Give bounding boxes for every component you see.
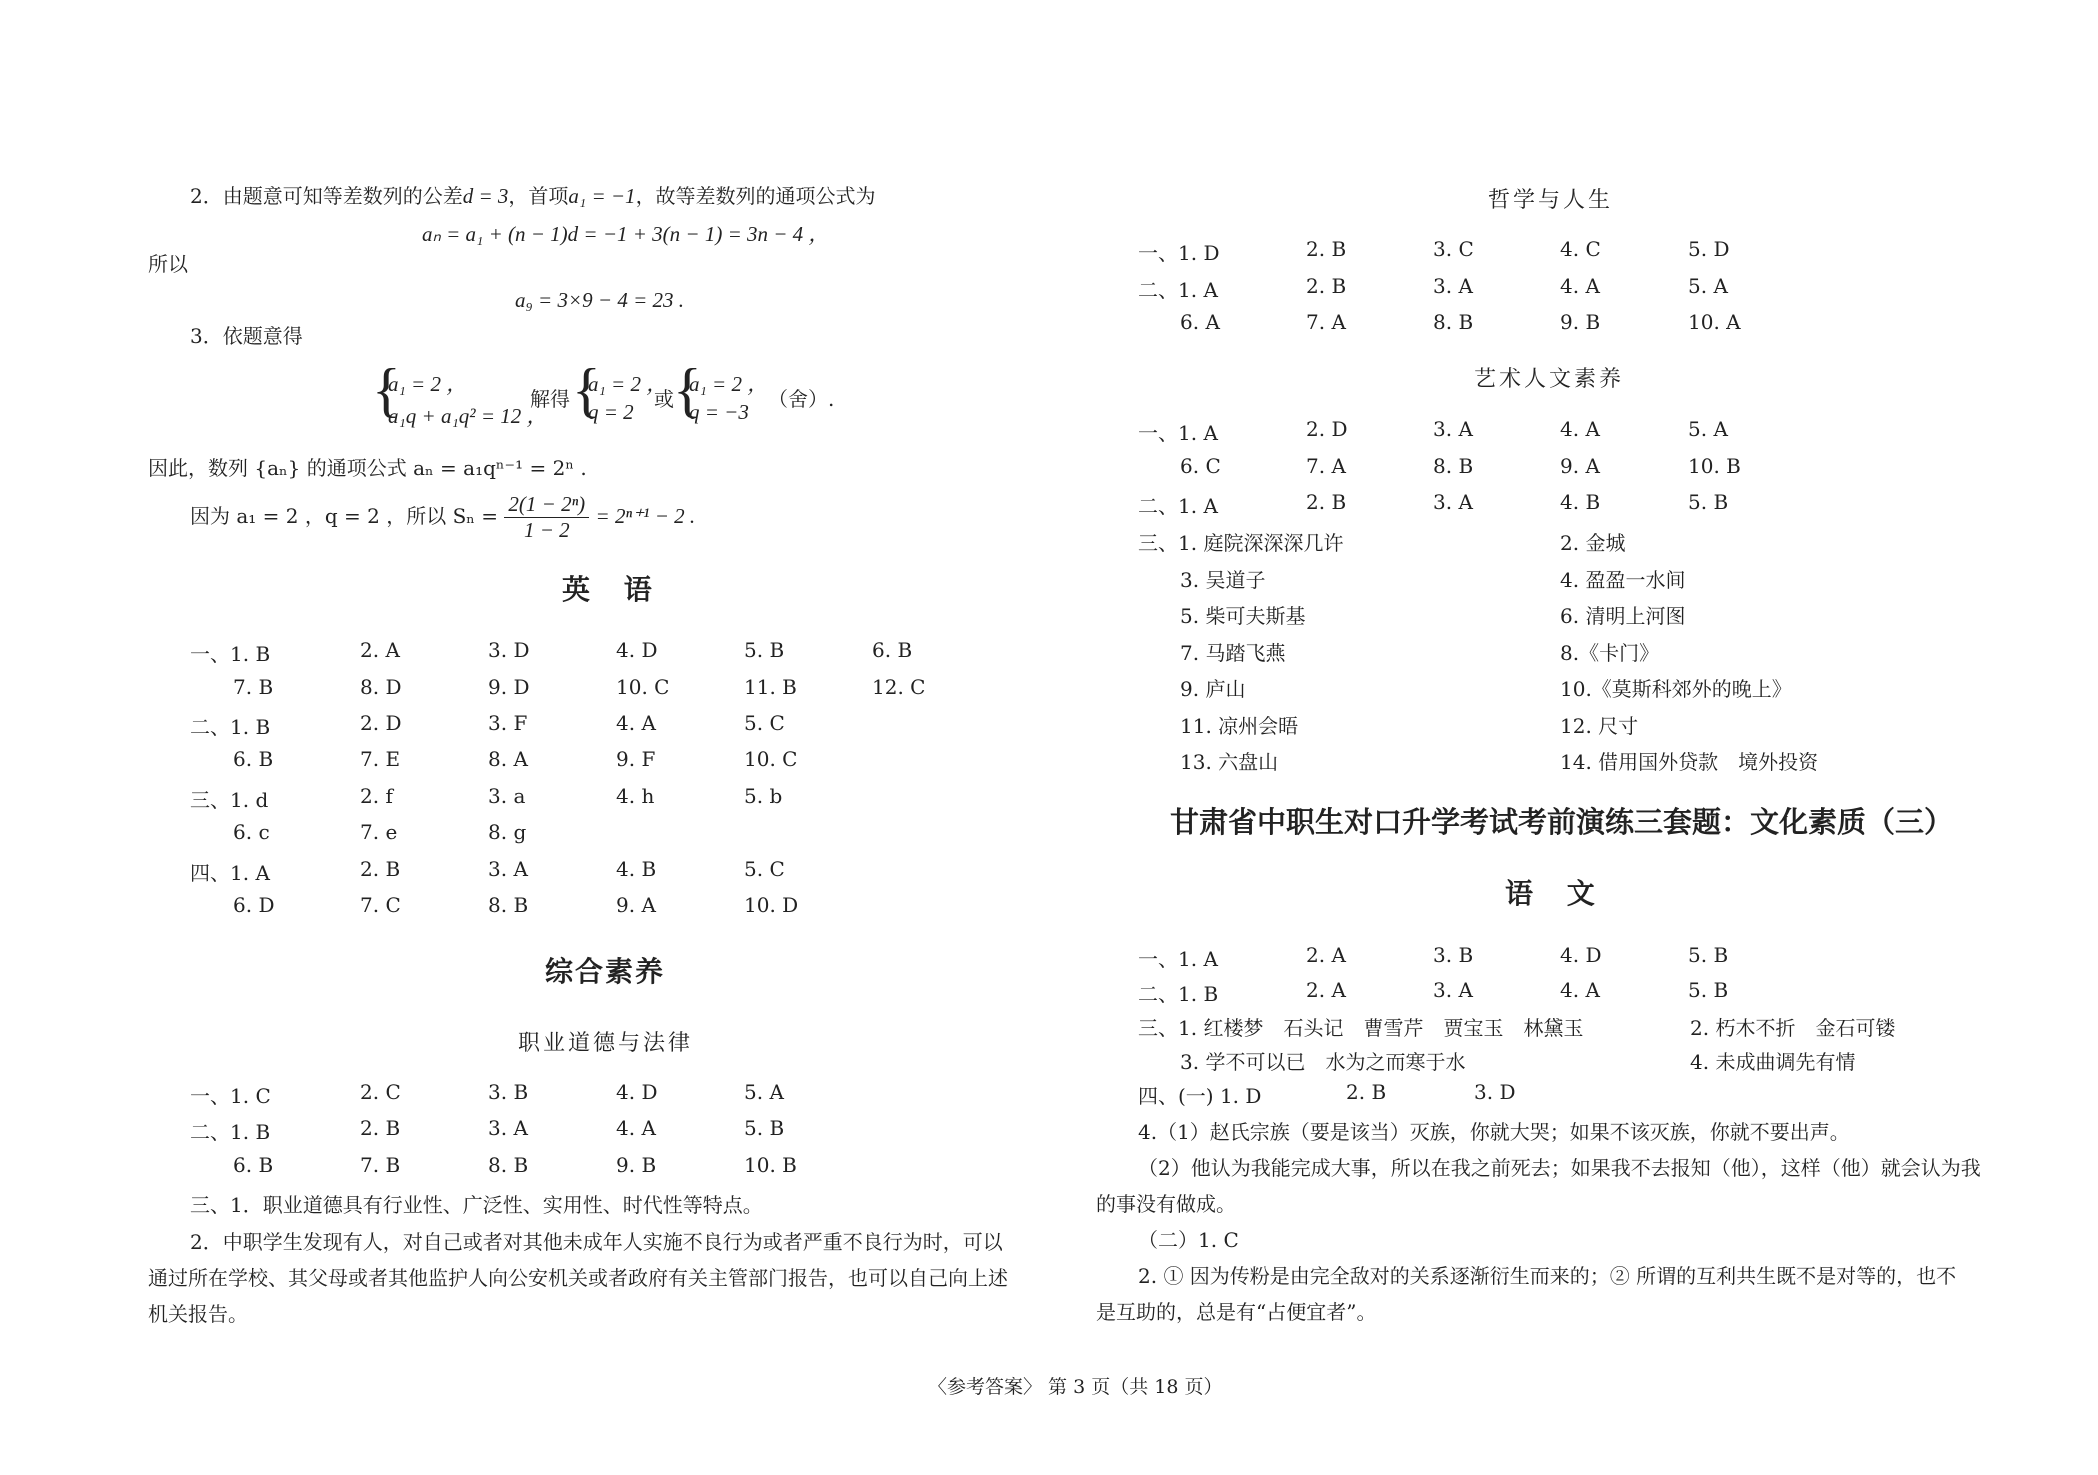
answer: 10. A [1688,310,1741,334]
answer: 4. B [616,857,657,881]
answer: 5. B [744,1116,785,1140]
answer: 一、1. C [190,1084,271,1108]
answer: 2. D [1306,417,1348,441]
answer: 3. D [488,638,530,662]
answer: 14. 借用国外贷款 境外投资 [1560,750,1819,774]
answer: 一、1. A [1138,421,1218,445]
answer: 4. A [1560,978,1600,1002]
answer: 8. B [488,1153,529,1177]
paragraph-san2-line3: 机关报告。 [148,1302,248,1326]
answer: 一、1. B [190,642,271,666]
answer: 2. B [360,857,401,881]
paragraph-4-1: 4.（1）赵氏宗族（要是该当）灭族，你就大哭；如果不该灭族，你就不要出声。 [1138,1120,1850,1144]
answer: 5. B [1688,978,1729,1002]
system3-line1: a₁ = 2 ， [689,372,769,396]
answer: 8. B [488,893,529,917]
answer: 6. 清明上河图 [1560,604,1686,628]
formula: d = 3 [462,184,509,208]
answer: 10. C [744,747,798,771]
answer: 8. B [1433,454,1474,478]
answer: 2. 朽木不折 金石可镂 [1690,1016,1896,1040]
answer: 5. B [1688,943,1729,967]
answer: 2. 金城 [1560,531,1626,555]
answer: 2. B [1346,1080,1387,1104]
answer: 9. 庐山 [1180,677,1246,701]
answer: 9. A [1560,454,1600,478]
answer: 4. A [1560,417,1600,441]
answer: 7. 马踏飞燕 [1180,641,1286,665]
answer: 二、1. A [1138,278,1218,302]
document-title: 甘肃省中职生对口升学考试考前演练三套题：文化素质（三） [1170,805,1954,839]
answer: 5. A [1688,417,1728,441]
answer: 7. e [360,820,398,844]
answer: 4. A [616,711,656,735]
system2-line1: a₁ = 2 ， [588,372,668,396]
answer: 4. D [616,1080,658,1104]
text-jiede: 解得 [530,387,570,411]
subsection-title-zhiye: 职业道德与法律 [518,1031,694,1056]
answer: 3. C [1433,237,1474,261]
answer: 2. f [360,784,393,808]
paragraph-san2-line1: 2．中职学生发现有人，对自己或者对其他未成年人实施不良行为或者严重不良行为时，可以 [190,1230,1003,1254]
answer: 11. B [744,675,797,699]
answer: 9. B [1560,310,1601,334]
answer: 4. 未成曲调先有情 [1690,1050,1856,1074]
system3-line2: q = −3 [689,400,749,424]
answer: 3. a [488,784,526,808]
paragraph-san2-line2: 通过所在学校、其父母或者其他监护人向公安机关或者政府有关主管部门报告，也可以自己向上述 [148,1266,1008,1290]
answer: 6. B [872,638,913,662]
answer: 3. A [488,857,528,881]
answer: 4. A [616,1116,656,1140]
answer: 二、1. A [1138,494,1218,518]
answer: 三、1. 庭院深深深几许 [1138,531,1344,555]
answer: 2. B [1306,490,1347,514]
math-problem-3-intro: 3．依题意得 [190,324,303,348]
answer: 5. D [1688,237,1730,261]
system1-line2: a₁q + a₁q² = 12 ， [388,404,548,428]
formula-a9: a₉ = 3×9 − 4 = 23 . [515,288,684,312]
answer: 一、1. D [1138,241,1220,265]
answer: 2. D [360,711,402,735]
answer: 9. F [616,747,656,771]
system1-line1: a₁ = 2 ， [388,372,468,396]
answer: 3. F [488,711,528,735]
answer: 二、1. B [1138,982,1219,1006]
answer: 四、(一) 1. D [1138,1084,1262,1108]
text: 因为 a₁ = 2 ，q = 2 ，所以 Sₙ = [190,504,499,528]
text-huo: 或 [654,387,674,411]
answer: 10. B [744,1153,797,1177]
answer: 6. C [1180,454,1221,478]
answer: 二、1. B [190,715,271,739]
answer: 4. 盈盈一水间 [1560,568,1686,592]
section-title-zonghe: 综合素养 [545,955,666,988]
answer: 13. 六盘山 [1180,750,1279,774]
answer: 11. 凉州会晤 [1180,714,1299,738]
left-brace: { [372,357,401,423]
text: ，首项 [508,184,569,208]
answer: 5. B [1688,490,1729,514]
system2-line2: q = 2 [588,400,634,424]
answer: 8. D [360,675,402,699]
answer: 10. C [616,675,670,699]
answer: 2. B [1306,237,1347,261]
answer: 6. D [233,893,275,917]
paragraph-4-2-line2: 的事没有做成。 [1096,1192,1236,1216]
answer: 3. A [488,1116,528,1140]
answer: 4. C [1560,237,1601,261]
answer: 6. c [233,820,270,844]
section-title-yuwen: 语 文 [1505,877,1607,910]
subsection-title-zhexue: 哲学与人生 [1488,188,1614,213]
answer: 2. C [360,1080,401,1104]
answer: 三、1. d [190,788,269,812]
left-brace: { [673,357,702,423]
answer: 10. D [744,893,799,917]
answer: 3. A [1433,978,1473,1002]
answer: 7. A [1306,454,1346,478]
formula-general-term: aₙ = a₁ + (n − 1)d = −1 + 3(n − 1) = 3n − 4 ， [422,222,830,246]
answer: 2. A [1306,943,1346,967]
text: 2．由题意可知等差数列的公差 [190,184,463,208]
answer: 3. A [1433,274,1473,298]
page-footer: 〈参考答案〉 第 3 页（共 18 页） [928,1376,1223,1398]
answer: 10.《莫斯科郊外的晚上》 [1560,677,1792,701]
answer: 2. A [1306,978,1346,1002]
section-title-english: 英 语 [562,573,664,606]
answer: 10. B [1688,454,1741,478]
left-brace: { [572,357,601,423]
answer: 二、1. B [190,1120,271,1144]
answer: 7. B [233,675,274,699]
answer: 5. C [744,857,785,881]
answer: 8. g [488,820,527,844]
answer: 3. A [1433,490,1473,514]
math-conclusion-1: 因此，数列 {aₙ} 的通项公式 aₙ = a₁qⁿ⁻¹ = 2ⁿ . [148,456,587,480]
answer: 一、1. A [1138,947,1218,971]
fraction [504,492,589,543]
text-suoyi: 所以 [148,252,188,276]
answer: 6. A [1180,310,1220,334]
answer: 5. A [1688,274,1728,298]
formula: = 2ⁿ⁺¹ − 2 . [595,504,696,528]
answer: 7. B [360,1153,401,1177]
answer: 7. A [1306,310,1346,334]
math-sum-line [190,492,695,543]
answer: 7. C [360,893,401,917]
answer: 9. A [616,893,656,917]
paragraph-er-2-line1: 2. ① 因为传粉是由完全敌对的关系逐渐衍生而来的；② 所谓的互利共生既不是对等的，也不 [1138,1264,1957,1288]
formula: a₁ = −1 [568,184,636,208]
answer: 12. C [872,675,926,699]
answer: 3. B [488,1080,529,1104]
answer: 3. A [1433,417,1473,441]
answer: 5. b [744,784,783,808]
answer: 3. B [1433,943,1474,967]
fraction-numerator: 2(1 − 2ⁿ) [504,492,589,518]
answer: 6. B [233,1153,274,1177]
answer: 12. 尺寸 [1560,714,1639,738]
answer: 4. B [1560,490,1601,514]
answer: 5. C [744,711,785,735]
answer: 4. h [616,784,655,808]
answer: 9. B [616,1153,657,1177]
answer: 2. B [1306,274,1347,298]
answer: 9. D [488,675,530,699]
answer: 5. 柴可夫斯基 [1180,604,1306,628]
answer: 3. 吴道子 [1180,568,1266,592]
math-problem-2-line [190,180,876,209]
paragraph-er-1: （二）1. C [1138,1228,1239,1252]
answer: 2. A [360,638,400,662]
fraction-denominator: 1 − 2 [523,518,570,542]
answer: 8.《卡门》 [1560,641,1660,665]
answer: 3. 学不可以已 水为之而寒于水 [1180,1050,1466,1074]
subsection-title-yishu: 艺术人文素养 [1474,367,1625,392]
paragraph-4-2-line1: （2）他认为我能完成大事，所以在我之前死去；如果我不去报知（他），这样（他）就会认为我 [1138,1156,1981,1180]
answer: 2. B [360,1116,401,1140]
answer: 4. A [1560,274,1600,298]
answer: 3. D [1474,1080,1516,1104]
answer: 4. D [616,638,658,662]
answer: 5. A [744,1080,784,1104]
answer: 四、1. A [190,861,270,885]
answer: 8. A [488,747,528,771]
paragraph-er-2-line2: 是互助的，总是有“占便宜者”。 [1096,1300,1377,1324]
answer: 三、1. 红楼梦 石头记 曹雪芹 贾宝玉 林黛玉 [1138,1016,1584,1040]
answer: 7. E [360,747,401,771]
answer: 5. B [744,638,785,662]
text-she: （舍）. [768,387,835,411]
answer: 6. B [233,747,274,771]
text: ，故等差数列的通项公式为 [635,184,876,208]
answer: 4. D [1560,943,1602,967]
paragraph-san1: 三、1．职业道德具有行业性、广泛性、实用性、时代性等特点。 [190,1193,763,1217]
answer: 8. B [1433,310,1474,334]
